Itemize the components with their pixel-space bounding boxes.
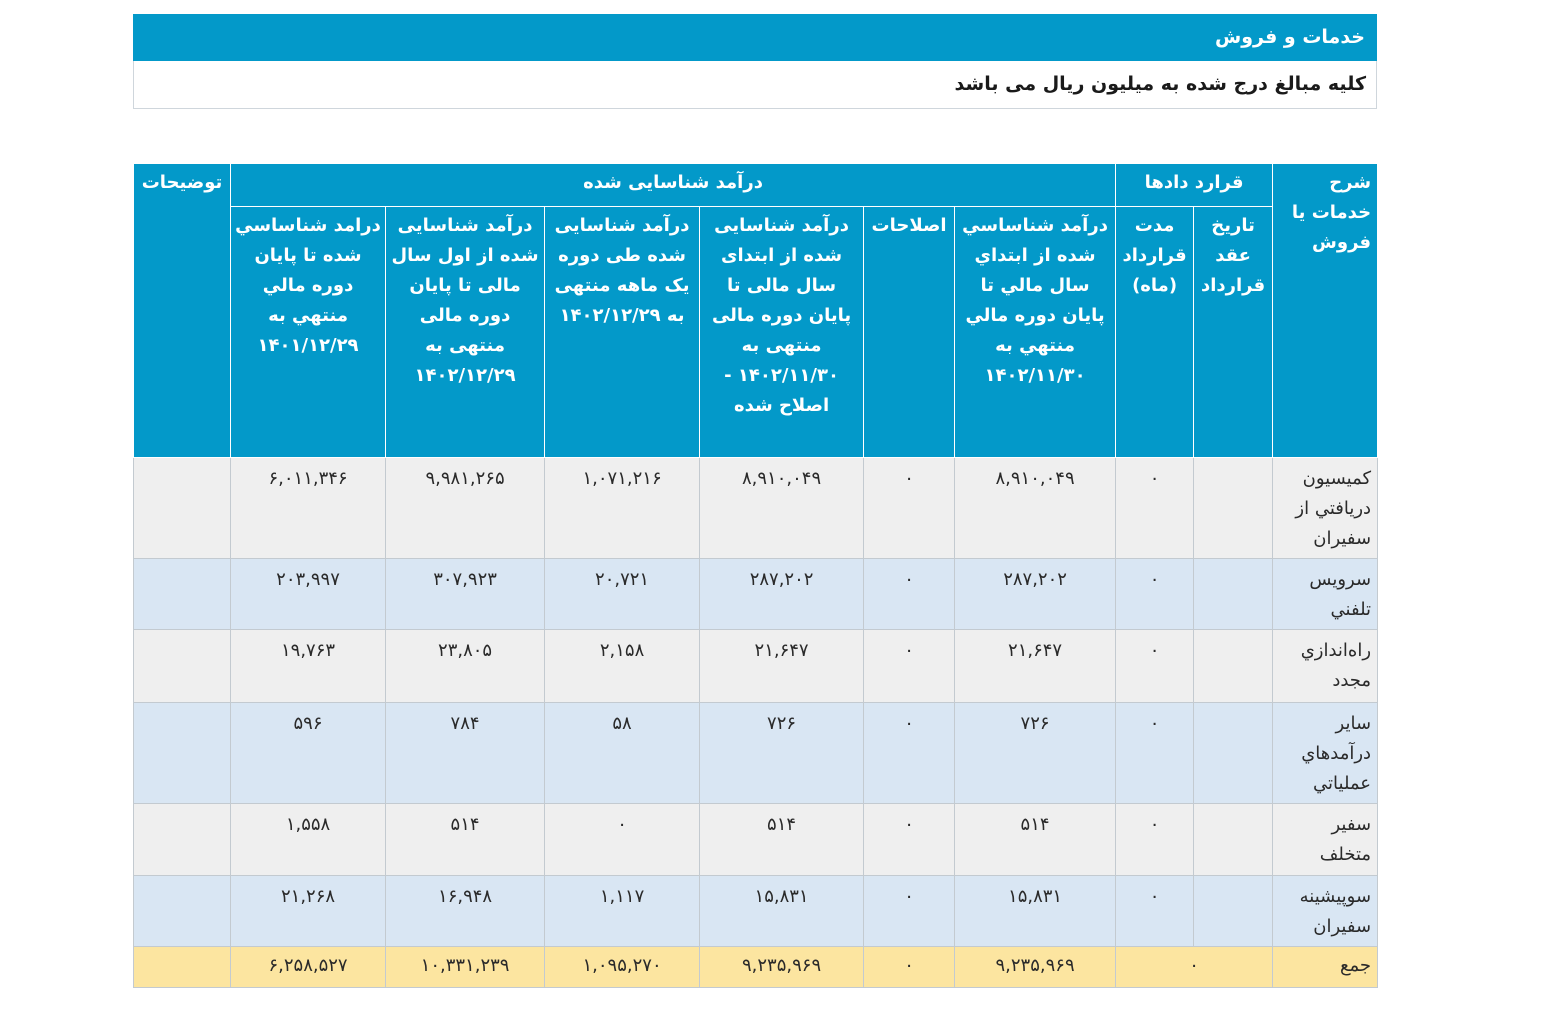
header-row-1 xyxy=(134,164,1378,207)
cell-ytd-adjusted: ۷۲۶ xyxy=(700,703,864,804)
cell-prev-year: ۲۱,۲۶۸ xyxy=(231,876,386,947)
cell-adjustments: ۰ xyxy=(864,804,955,876)
cell-ytd-current: ۱۶,۹۴۸ xyxy=(386,876,545,947)
header-ytd-current: درآمد شناسایی شده از اول سال مالی تا پایان دوره مالی منتهی به ۱۴۰۲/۱۲/۲۹ xyxy=(386,207,545,458)
cell-ytd-prev: ۲۱,۶۴۷ xyxy=(955,630,1116,703)
table-row xyxy=(134,876,1378,947)
cell-ytd-current: ۹,۹۸۱,۲۶۵ xyxy=(386,458,545,559)
cell-description: راه‌اندازي مجدد xyxy=(1273,630,1378,703)
total-ytd-prev: ۹,۲۳۵,۹۶۹ xyxy=(955,947,1116,988)
cell-prev-year: ۶,۰۱۱,۳۴۶ xyxy=(231,458,386,559)
cell-notes xyxy=(134,703,231,804)
total-notes xyxy=(134,947,231,988)
header-adjustments: اصلاحات xyxy=(864,207,955,458)
cell-ytd-prev: ۷۲۶ xyxy=(955,703,1116,804)
total-month: ۱,۰۹۵,۲۷۰ xyxy=(545,947,700,988)
header-recognized-revenue: درآمد شناسایی شده xyxy=(231,164,1116,207)
cell-month: ۵۸ xyxy=(545,703,700,804)
total-contracts: ۰ xyxy=(1116,947,1273,988)
cell-month: ۰ xyxy=(545,804,700,876)
table-row xyxy=(134,458,1378,559)
header-contracts: قرارد دادها xyxy=(1116,164,1273,207)
header-row-2 xyxy=(134,207,1378,458)
table-row xyxy=(134,559,1378,630)
cell-notes xyxy=(134,804,231,876)
cell-ytd-adjusted: ۱۵,۸۳۱ xyxy=(700,876,864,947)
cell-description: سرويس تلفني xyxy=(1273,559,1378,630)
cell-description: ساير درآمدهاي عملياتي xyxy=(1273,703,1378,804)
cell-month: ۱,۱۱۷ xyxy=(545,876,700,947)
cell-ytd-adjusted: ۲۱,۶۴۷ xyxy=(700,630,864,703)
cell-prev-year: ۵۹۶ xyxy=(231,703,386,804)
cell-ytd-prev: ۲۸۷,۲۰۲ xyxy=(955,559,1116,630)
cell-ytd-current: ۵۱۴ xyxy=(386,804,545,876)
cell-contract-term: ۰ xyxy=(1116,630,1194,703)
header-contract-date: تاریخ عقد قرارداد xyxy=(1194,207,1273,458)
cell-prev-year: ۱,۵۵۸ xyxy=(231,804,386,876)
header-notes: توضیحات xyxy=(134,164,231,458)
total-adjustments: ۰ xyxy=(864,947,955,988)
cell-contract-date xyxy=(1194,876,1273,947)
total-row xyxy=(134,947,1378,988)
cell-ytd-adjusted: ۵۱۴ xyxy=(700,804,864,876)
header-ytd-prev: درآمد شناساسي شده از ابتداي سال مالي تا پايان دوره مالي منتهي به ۱۴۰۲/۱۱/۳۰ xyxy=(955,207,1116,458)
section-title: خدمات و فروش xyxy=(133,14,1377,61)
header-ytd-adjusted: درآمد شناسایی شده از ابتدای سال مالی تا پایان دوره مالی منتهی به ۱۴۰۲/۱۱/۳۰ - اصلاح شده xyxy=(700,207,864,458)
total-ytd-adjusted: ۹,۲۳۵,۹۶۹ xyxy=(700,947,864,988)
cell-ytd-current: ۷۸۴ xyxy=(386,703,545,804)
header-month: درآمد شناسایی شده طی دوره یک ماهه منتهی به ۱۴۰۲/۱۲/۲۹ xyxy=(545,207,700,458)
cell-prev-year: ۱۹,۷۶۳ xyxy=(231,630,386,703)
cell-contract-term: ۰ xyxy=(1116,559,1194,630)
cell-ytd-prev: ۵۱۴ xyxy=(955,804,1116,876)
cell-contract-date xyxy=(1194,804,1273,876)
table-row xyxy=(134,703,1378,804)
cell-contract-term: ۰ xyxy=(1116,876,1194,947)
table-row xyxy=(134,630,1378,703)
total-ytd-current: ۱۰,۳۳۱,۲۳۹ xyxy=(386,947,545,988)
cell-description: سفير متخلف xyxy=(1273,804,1378,876)
cell-ytd-current: ۳۰۷,۹۲۳ xyxy=(386,559,545,630)
cell-contract-date xyxy=(1194,458,1273,559)
cell-prev-year: ۲۰۳,۹۹۷ xyxy=(231,559,386,630)
total-label: جمع xyxy=(1273,947,1378,988)
cell-adjustments: ۰ xyxy=(864,559,955,630)
header-description: شرح خدمات یا فروش xyxy=(1273,164,1378,458)
cell-adjustments: ۰ xyxy=(864,630,955,703)
cell-month: ۲,۱۵۸ xyxy=(545,630,700,703)
cell-contract-date xyxy=(1194,559,1273,630)
cell-notes xyxy=(134,876,231,947)
cell-adjustments: ۰ xyxy=(864,703,955,804)
cell-notes xyxy=(134,559,231,630)
section-panel xyxy=(133,14,1377,109)
cell-contract-term: ۰ xyxy=(1116,804,1194,876)
cell-ytd-prev: ۸,۹۱۰,۰۴۹ xyxy=(955,458,1116,559)
header-prev-year: درامد شناساسي شده تا پايان دوره مالي منتهي به ۱۴۰۱/۱۲/۲۹ xyxy=(231,207,386,458)
total-prev-year: ۶,۲۵۸,۵۲۷ xyxy=(231,947,386,988)
revenue-table xyxy=(133,163,1378,988)
cell-notes xyxy=(134,458,231,559)
header-contract-term: مدت قرارداد (ماه) xyxy=(1116,207,1194,458)
cell-month: ۲۰,۷۲۱ xyxy=(545,559,700,630)
cell-ytd-current: ۲۳,۸۰۵ xyxy=(386,630,545,703)
cell-contract-date xyxy=(1194,703,1273,804)
cell-description: سوپيشينه سفيران xyxy=(1273,876,1378,947)
currency-note: کلیه مبالغ درج شده به میلیون ریال می باشد xyxy=(133,61,1377,109)
cell-notes xyxy=(134,630,231,703)
cell-adjustments: ۰ xyxy=(864,458,955,559)
cell-ytd-prev: ۱۵,۸۳۱ xyxy=(955,876,1116,947)
cell-contract-term: ۰ xyxy=(1116,458,1194,559)
cell-contract-term: ۰ xyxy=(1116,703,1194,804)
cell-ytd-adjusted: ۸,۹۱۰,۰۴۹ xyxy=(700,458,864,559)
cell-contract-date xyxy=(1194,630,1273,703)
table-row xyxy=(134,804,1378,876)
cell-adjustments: ۰ xyxy=(864,876,955,947)
cell-description: کميسيون دريافتي از سفيران xyxy=(1273,458,1378,559)
cell-month: ۱,۰۷۱,۲۱۶ xyxy=(545,458,700,559)
cell-ytd-adjusted: ۲۸۷,۲۰۲ xyxy=(700,559,864,630)
